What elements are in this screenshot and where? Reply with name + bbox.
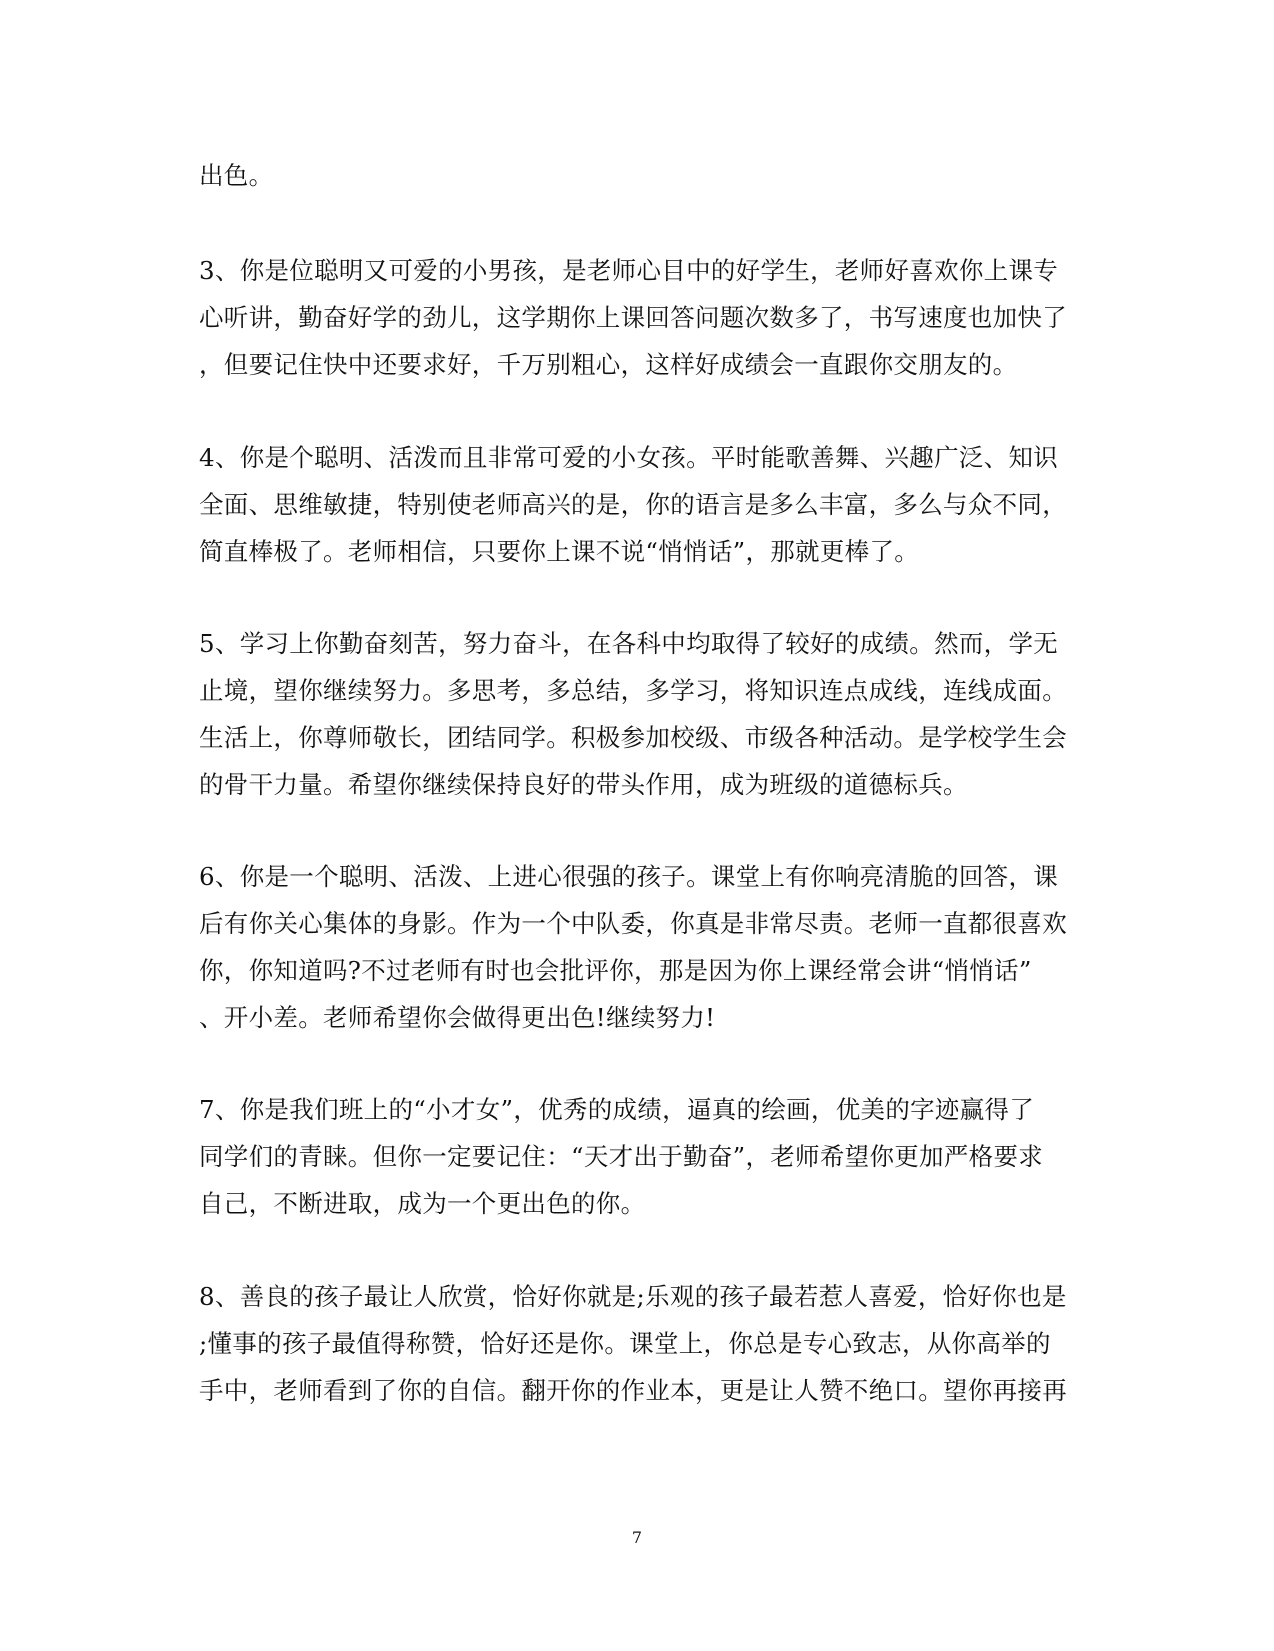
text-line: 止境，望你继续努力。多思考，多总结，多学习，将知识连点成线，连线成面。 [199,676,1067,705]
text-line: ;懂事的孩子最值得称赞，恰好还是你。课堂上，你总是专心致志，从你高举的 [199,1329,1051,1358]
text-line: 出色。 [199,161,274,190]
page-number: 7 [631,1528,643,1547]
text-line: 4、你是个聪明、活泼而且非常可爱的小女孩。平时能歌善舞、兴趣广泛、知识 [199,443,1059,472]
text-line: 8、善良的孩子最让人欣赏，恰好你就是;乐观的孩子最若惹人喜爱，恰好你也是 [199,1282,1067,1311]
text-line: 5、学习上你勤奋刻苦，努力奋斗，在各科中均取得了较好的成绩。然而，学无 [199,629,1059,658]
text-line: 心听讲，勤奋好学的劲儿，这学期你上课回答问题次数多了，书写速度也加快了 [199,303,1067,332]
text-line: 的骨干力量。希望你继续保持良好的带头作用，成为班级的道德标兵。 [199,770,968,799]
paragraph-comment-8 [199,1273,1079,1414]
paragraph-intro-tail [199,152,1079,199]
paragraph-comment-6 [199,853,1079,1041]
text-line: 全面、思维敏捷，特别使老师高兴的是，你的语言是多么丰富，多么与众不同， [199,490,1067,519]
text-line: 同学们的青睐。但你一定要记住：“天才出于勤奋”，老师希望你更加严格要求 [199,1142,1044,1171]
text-line: 、开小差。老师希望你会做得更出色!继续努力! [199,1003,716,1032]
text-line: 后有你关心集体的身影。作为一个中队委，你真是非常尽责。老师一直都很喜欢 [199,909,1067,938]
text-line: 你，你知道吗?不过老师有时也会批评你，那是因为你上课经常会讲“悄悄话” [199,956,1032,985]
text-line: 手中，老师看到了你的自信。翻开你的作业本，更是让人赞不绝口。望你再接再 [199,1376,1067,1405]
paragraph-comment-5 [199,620,1079,808]
text-line: 3、你是位聪明又可爱的小男孩，是老师心目中的好学生，老师好喜欢你上课专 [199,256,1059,285]
paragraph-comment-3 [199,247,1079,388]
text-line: ，但要记住快中还要求好，千万别粗心，这样好成绩会一直跟你交朋友的。 [199,350,1018,379]
text-line: 简直棒极了。老师相信，只要你上课不说“悄悄话”，那就更棒了。 [199,537,920,566]
text-line: 自己，不断进取，成为一个更出色的你。 [199,1189,646,1218]
paragraph-comment-7 [199,1086,1079,1227]
text-line: 7、你是我们班上的“小才女”，优秀的成绩，逼真的绘画，优美的字迹赢得了 [199,1095,1035,1124]
paragraph-comment-4 [199,434,1079,575]
text-line: 生活上，你尊师敬长，团结同学。积极参加校级、市级各种活动。是学校学生会 [199,723,1067,752]
text-line: 6、你是一个聪明、活泼、上进心很强的孩子。课堂上有你响亮清脆的回答，课 [199,862,1059,891]
